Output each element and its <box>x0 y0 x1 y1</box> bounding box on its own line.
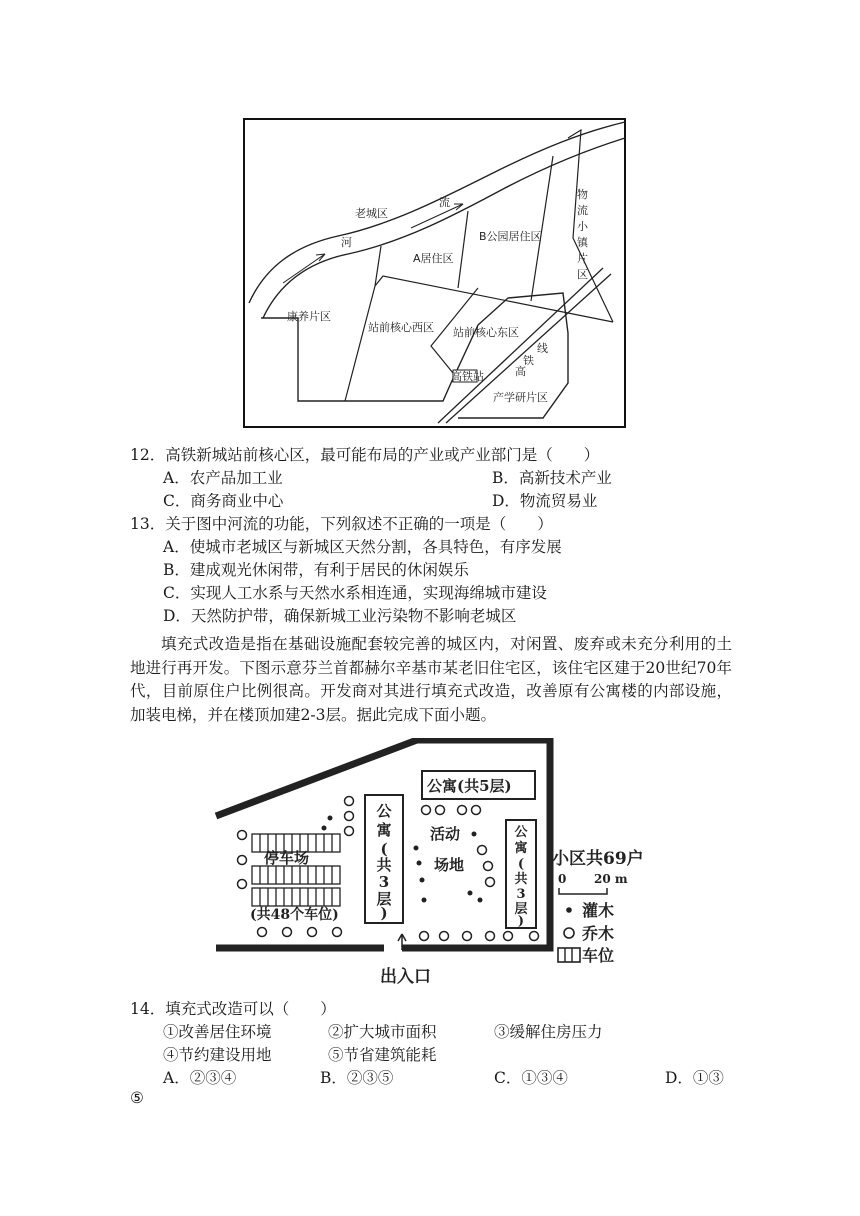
q14-item-4: ④节约建设用地 <box>163 1046 272 1064</box>
label-core-east: 站前核心东区 <box>453 326 519 339</box>
q14-option-b[interactable]: B．②③⑤ <box>320 1069 394 1087</box>
apt3-left-7: ) <box>380 904 388 922</box>
legend-tree-icon <box>564 928 574 938</box>
label-logistics-1: 物 <box>577 188 588 201</box>
q14-item-1: ①改善居住环境 <box>163 1023 272 1041</box>
q14-item-5: ⑤节省建筑能耗 <box>328 1046 437 1064</box>
apt3-right-1: 公 <box>514 825 528 840</box>
apt3-right-3: ( <box>517 857 525 872</box>
passage-text: 填充式改造是指在基础设施配套较完善的城区内，对闲置、废弃或未充分利用的土地进行再开发。下图示意芬兰首都赫尔辛基市某老旧住宅区，该住宅区建于20世纪70年代，目前原住户比例很高。开发商对其进行填充式改造，改善原有公寓楼的内部设施，加装电梯，并在楼顶加建2-3层。据此完成下面小题。 <box>130 635 732 724</box>
label-zone-b: B公园居住区 <box>479 230 542 243</box>
residential-area-map <box>212 738 662 990</box>
scale-zero: 0 <box>558 872 567 886</box>
apt5-label: 公寓(共5层) <box>427 777 512 795</box>
label-logistics-2: 流 <box>577 204 588 217</box>
q13-option-a[interactable]: A．使城市老城区与新城区天然分割，各具特色，有序发展 <box>163 538 562 556</box>
legend-parking-icon <box>558 948 580 962</box>
label-health: 康养片区 <box>287 310 331 323</box>
label-logistics-6: 区 <box>577 268 588 281</box>
q14-item-3: ③缓解住房压力 <box>494 1023 603 1041</box>
label-rail-1: 线 <box>537 342 548 355</box>
label-logistics-4: 镇 <box>577 236 588 249</box>
label-logistics-5: 片 <box>577 252 588 265</box>
legend-parking-label: 车位 <box>582 946 615 965</box>
legend-shrub-label: 灌木 <box>582 901 615 920</box>
scale-bar <box>559 888 607 894</box>
label-rail-3: 高 <box>515 365 526 378</box>
q14-option-d[interactable]: D．①③ <box>665 1069 724 1087</box>
scale-twenty: 20 m <box>594 872 628 886</box>
parking-label: 停车场 <box>264 849 310 867</box>
q12-stem: 12．高铁新城站前核心区，最可能布局的产业或产业部门是（ ） <box>130 446 600 464</box>
label-river-2: 流 <box>439 196 450 209</box>
q12-option-a[interactable]: A．农产品加工业 <box>163 469 283 487</box>
q13-option-b[interactable]: B．建成观光休闲带，有利于居民的休闲娱乐 <box>163 561 469 579</box>
label-logistics-3: 小 <box>577 220 588 233</box>
apt3-left-3: ( <box>380 840 388 858</box>
activity-label-1: 活动 <box>430 825 461 843</box>
label-zone-a: A居住区 <box>413 252 454 265</box>
activity-label-2: 场地 <box>434 856 465 874</box>
label-old-city: 老城区 <box>355 207 388 220</box>
q13-option-c[interactable]: C．实现人工水系与天然水系相连通，实现海绵城市建设 <box>163 584 547 602</box>
apt3-right-5: 3 <box>516 887 526 902</box>
apt3-left-4: 共 <box>376 856 392 874</box>
q14-option-c[interactable]: C．①③④ <box>494 1069 568 1087</box>
q12-option-c[interactable]: C．商务商业中心 <box>163 492 284 510</box>
city-planning-map <box>243 118 626 428</box>
entrance-label: 出入口 <box>380 967 431 987</box>
label-river-1: 河 <box>341 236 352 249</box>
apt3-right-2: 寓 <box>514 841 528 856</box>
apt3-right-4: 共 <box>514 872 528 887</box>
legend-shrub-icon <box>566 907 572 913</box>
apt3-left-2: 寓 <box>376 821 392 839</box>
apt3-left-1: 公 <box>376 802 392 820</box>
apt3-right-6: 层 <box>514 902 528 917</box>
q13-option-d[interactable]: D．天然防护带，确保新城工业污染物不影响老城区 <box>163 607 517 625</box>
q13-stem: 13．关于图中河流的功能，下列叙述不正确的一项是（ ） <box>130 515 553 533</box>
q14-option-a[interactable]: A．②③④ <box>163 1069 237 1087</box>
q12-option-d[interactable]: D．物流贸易业 <box>492 492 598 510</box>
q14-item-2: ②扩大城市面积 <box>328 1023 437 1041</box>
apt3-left-6: 层 <box>376 890 392 908</box>
label-research: 产学研片区 <box>493 391 548 404</box>
apt3-left-5: 3 <box>378 873 390 891</box>
q12-option-b[interactable]: B．高新技术产业 <box>492 469 612 487</box>
q14-stem: 14．填充式改造可以（ ） <box>130 1000 336 1018</box>
households-label: 小区共69户 <box>552 849 644 869</box>
q14-option-d-continued: ⑤ <box>130 1089 144 1107</box>
label-station: 高铁站 <box>451 370 484 383</box>
label-rail-2: 铁 <box>523 354 534 367</box>
legend-tree-label: 乔木 <box>582 924 615 943</box>
label-core-west: 站前核心西区 <box>368 321 434 334</box>
parking-count-label: (共48个车位) <box>250 907 339 923</box>
apt3-right-7: ) <box>517 914 525 929</box>
